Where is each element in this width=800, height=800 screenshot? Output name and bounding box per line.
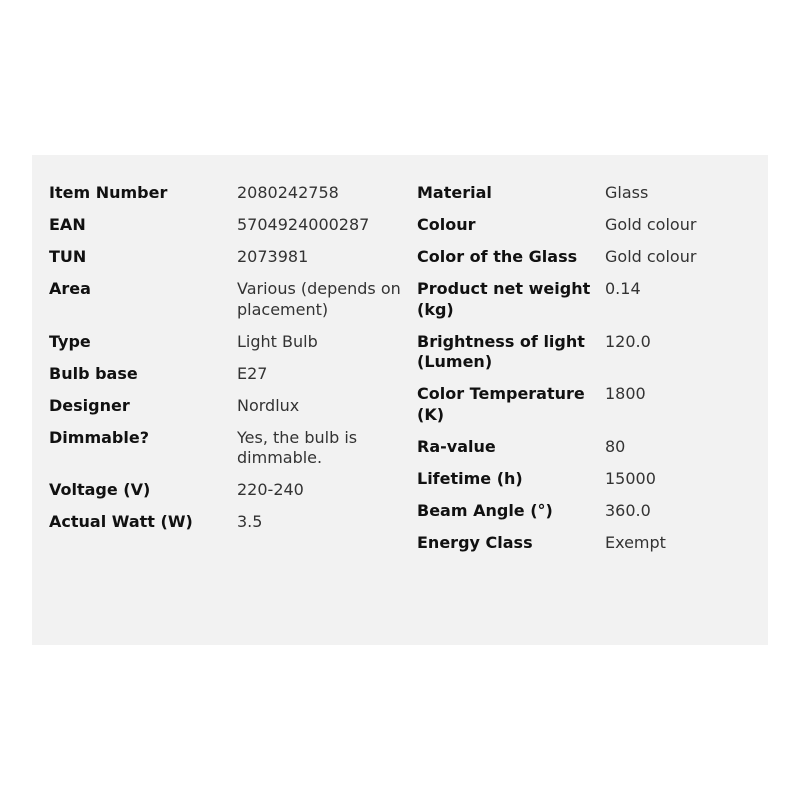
spec-row-beam-angle bbox=[417, 501, 757, 522]
spec-label: Color Temperature (K) bbox=[417, 384, 585, 424]
spec-label: TUN bbox=[49, 247, 87, 266]
spec-label: Energy Class bbox=[417, 532, 533, 552]
spec-value: 1800 bbox=[605, 384, 646, 403]
spec-value: 0.14 bbox=[605, 279, 641, 298]
spec-column-left bbox=[49, 183, 409, 544]
spec-row-bulb-base bbox=[49, 364, 409, 385]
spec-row-ean bbox=[49, 215, 409, 236]
spec-row-voltage bbox=[49, 480, 409, 501]
spec-row-lifetime bbox=[417, 469, 757, 490]
spec-label: Type bbox=[49, 331, 91, 351]
spec-label: Actual Watt (W) bbox=[49, 512, 193, 531]
spec-label: Dimmable? bbox=[49, 427, 149, 447]
spec-row-dimmable bbox=[49, 428, 409, 469]
spec-column-right bbox=[417, 183, 757, 565]
spec-value: 2080242758 bbox=[237, 183, 339, 202]
spec-value: Light Bulb bbox=[237, 331, 318, 351]
spec-label: Color of the Glass bbox=[417, 247, 578, 266]
spec-row-material bbox=[417, 183, 757, 204]
spec-label: Designer bbox=[49, 395, 130, 415]
spec-value: Gold colour bbox=[605, 215, 697, 234]
spec-label: Beam Angle (°) bbox=[417, 500, 553, 520]
spec-value: Gold colour bbox=[605, 247, 697, 266]
spec-row-color-of-glass bbox=[417, 247, 757, 268]
spec-label: Voltage (V) bbox=[49, 480, 151, 499]
spec-label: Bulb base bbox=[49, 363, 138, 383]
spec-label: Area bbox=[49, 279, 91, 298]
spec-label: Colour bbox=[417, 215, 476, 234]
spec-row-ra-value bbox=[417, 437, 757, 458]
spec-row-designer bbox=[49, 396, 409, 417]
spec-label: Item Number bbox=[49, 183, 168, 202]
spec-row-color-temperature bbox=[417, 384, 757, 425]
spec-value: 120.0 bbox=[605, 331, 651, 351]
spec-row-net-weight bbox=[417, 279, 757, 320]
spec-row-tun bbox=[49, 247, 409, 268]
spec-value: Various (depends on placement) bbox=[237, 279, 401, 319]
spec-value: Nordlux bbox=[237, 395, 300, 415]
spec-row-item-number bbox=[49, 183, 409, 204]
spec-label: Product net weight (kg) bbox=[417, 279, 591, 319]
spec-label: Brightness of light (Lumen) bbox=[417, 331, 585, 371]
spec-row-actual-watt bbox=[49, 512, 409, 533]
spec-value: E27 bbox=[237, 363, 268, 383]
spec-label: Material bbox=[417, 183, 492, 202]
spec-label: Ra-value bbox=[417, 436, 496, 456]
product-specifications-panel bbox=[32, 155, 768, 645]
spec-value: 5704924000287 bbox=[237, 215, 370, 234]
spec-label: EAN bbox=[49, 215, 86, 234]
spec-value: 80 bbox=[605, 436, 626, 456]
spec-value: 3.5 bbox=[237, 512, 263, 531]
spec-row-brightness bbox=[417, 332, 757, 373]
spec-value: Glass bbox=[605, 183, 649, 202]
spec-row-area bbox=[49, 279, 409, 320]
spec-row-type bbox=[49, 332, 409, 353]
spec-label: Lifetime (h) bbox=[417, 468, 523, 488]
spec-row-energy-class bbox=[417, 533, 757, 554]
spec-value: 360.0 bbox=[605, 500, 651, 520]
spec-row-colour bbox=[417, 215, 757, 236]
spec-value: 2073981 bbox=[237, 247, 309, 266]
spec-value: 220-240 bbox=[237, 480, 304, 499]
spec-value: 15000 bbox=[605, 468, 656, 488]
spec-value: Exempt bbox=[605, 532, 666, 552]
spec-value: Yes, the bulb is dimmable. bbox=[237, 427, 358, 467]
